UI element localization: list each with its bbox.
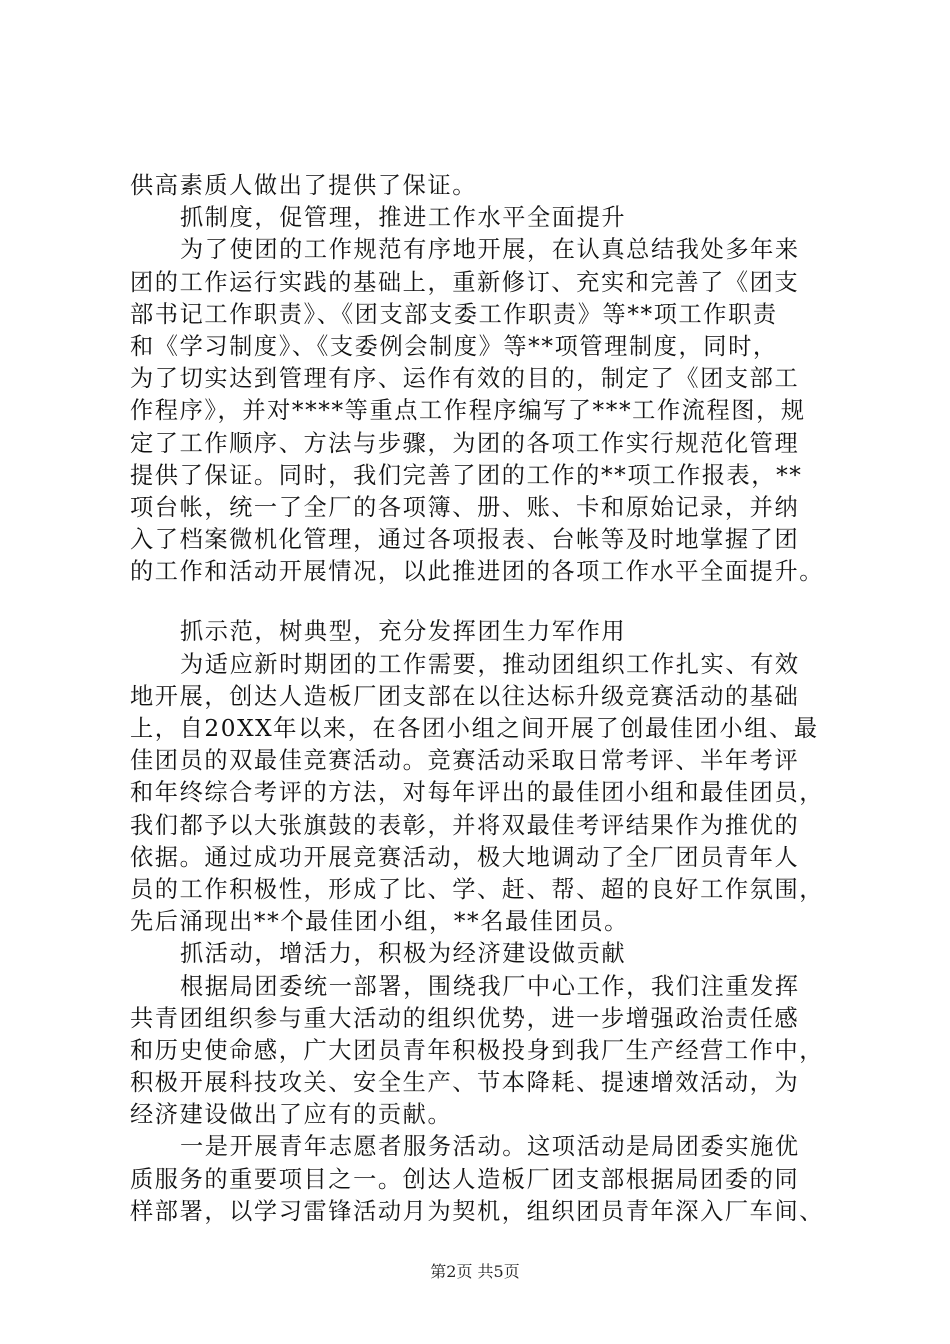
text-line: 积极开展科技攻关、安全生产、节本降耗、提速增效活动，为 <box>130 1069 800 1097</box>
text-line: 我们都予以大张旗鼓的表彰，并将双最佳考评结果作为推优的 <box>130 811 800 839</box>
section-heading: 抓示范，树典型，充分发挥团生力军作用 <box>180 618 627 646</box>
text-line: 入了档案微机化管理，通过各项报表、台帐等及时地掌握了团 <box>130 526 800 554</box>
text-line: 为适应新时期团的工作需要，推动团组织工作扎实、有效 <box>180 650 800 678</box>
text-line: 依据。通过成功开展竞赛活动，极大地调动了全厂团员青年人 <box>130 843 800 871</box>
text-line: 经济建设做出了应有的贡献。 <box>130 1101 453 1129</box>
text-line: 作程序》，并对****等重点工作程序编写了***工作流程图，规 <box>130 397 806 425</box>
text-line: 佳团员的双最佳竞赛活动。竞赛活动采取日常考评、半年考评 <box>130 747 800 775</box>
text-line: 部书记工作职责》、《团支部支委工作职责》等**项工作职责 <box>130 300 778 328</box>
text-line: 员的工作积极性，形成了比、学、赶、帮、超的良好工作氛围， <box>130 875 825 903</box>
text-line: 样部署，以学习雷锋活动月为契机，组织团员青年深入厂车间、 <box>130 1197 825 1225</box>
text-line: 定了工作顺序、方法与步骤，为团的各项工作实行规范化管理 <box>130 429 800 457</box>
text-line: 和《学习制度》、《支委例会制度》等**项管理制度，同时， <box>130 332 778 360</box>
section-heading: 抓制度，促管理，推进工作水平全面提升 <box>180 204 627 232</box>
text-line: 先后涌现出**个最佳团小组，**名最佳团员。 <box>130 908 629 936</box>
text-line: 根据局团委统一部署，围绕我厂中心工作，我们注重发挥 <box>180 972 800 1000</box>
document-body <box>130 170 825 1228</box>
text-line: 项台帐，统一了全厂的各项簿、册、账、卡和原始记录，并纳 <box>130 493 800 521</box>
text-line: 一是开展青年志愿者服务活动。这项活动是局团委实施优 <box>180 1133 800 1161</box>
text-line: 为了使团的工作规范有序地开展，在认真总结我处多年来 <box>180 236 800 264</box>
section-heading: 抓活动，增活力，积极为经济建设做贡献 <box>180 940 627 968</box>
text-line: 的工作和活动开展情况，以此推进团的各项工作水平全面提升。 <box>130 558 825 586</box>
text-line: 为了切实达到管理有序、运作有效的目的，制定了《团支部工 <box>130 365 800 393</box>
paragraph-gap <box>130 588 820 616</box>
text-line: 共青团组织参与重大活动的组织优势，进一步增强政治责任感 <box>130 1004 800 1032</box>
text-line: 提供了保证。同时，我们完善了团的工作的**项工作报表，** <box>130 461 803 489</box>
text-line: 和历史使命感，广大团员青年积极投身到我厂生产经营工作中， <box>130 1036 825 1064</box>
page-footer: 第2页 共5页 <box>430 1262 520 1281</box>
text-line: 供高素质人做出了提供了保证。 <box>130 172 478 199</box>
text-line: 质服务的重要项目之一。创达人造板厂团支部根据局团委的同 <box>130 1165 800 1193</box>
text-line: 地开展，创达人造板厂团支部在以往达标升级竞赛活动的基础 <box>130 682 800 710</box>
text-line: 上，自20XX年以来，在各团小组之间开展了创最佳团小组、最 <box>130 715 819 742</box>
text-line: 和年终综合考评的方法，对每年评出的最佳团小组和最佳团员， <box>130 779 825 807</box>
text-line: 团的工作运行实践的基础上，重新修订、充实和完善了《团支 <box>130 268 800 296</box>
